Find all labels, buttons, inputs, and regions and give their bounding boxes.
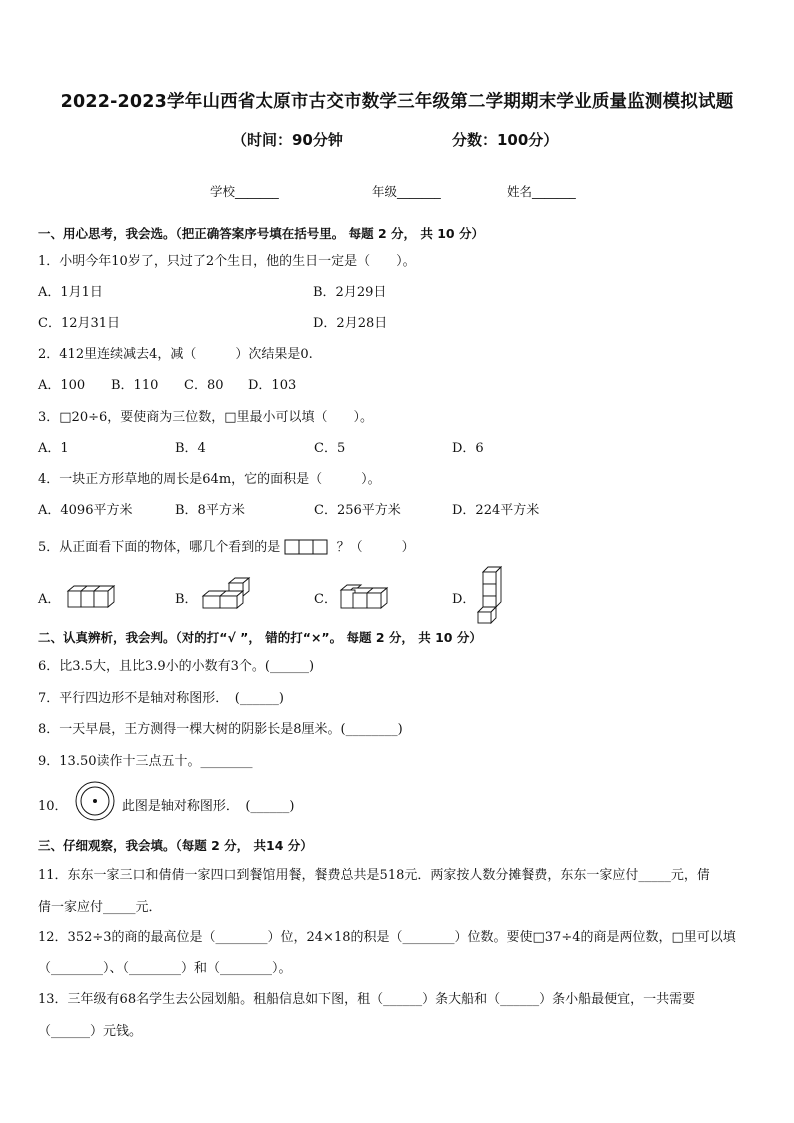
q4-option-b[interactable]: B．8平方米 <box>175 503 245 518</box>
question-13-line-1: 13．三年级有68名学生去公园划船。租船信息如下图，租（______）条大船和（______）条小船最便宜，一共需要 <box>38 992 696 1007</box>
q3-option-b[interactable]: B．4 <box>175 441 206 456</box>
section-2-heading: 二、认真辨析，我会判。（对的打“√ ”， 错的打“×”。 每题 2 分， 共 10 分） <box>38 630 482 645</box>
q2-option-b[interactable]: B．110 <box>111 378 159 393</box>
q2-option-c[interactable]: C．80 <box>184 378 224 393</box>
q1-option-d[interactable]: D．2月28日 <box>313 316 388 331</box>
q3-option-c[interactable]: C．5 <box>314 441 346 456</box>
question-3: 3．□20÷6，要使商为三位数，□里最小可以填（ ）。 <box>38 410 374 425</box>
question-10 <box>38 795 294 814</box>
q5-figure-b <box>201 577 253 613</box>
name-field[interactable]: 姓名_______ <box>507 184 576 199</box>
section-3-heading: 三、仔细观察，我会填。（每题 2 分， 共14 分） <box>38 838 313 853</box>
question-4: 4．一块正方形草地的周长是64m，它的面积是（ ）。 <box>38 472 381 487</box>
q2-option-a[interactable]: A．100 <box>38 378 86 393</box>
q4-option-a[interactable]: A．4096平方米 <box>38 503 133 518</box>
q5-option-c[interactable]: C． <box>314 592 337 607</box>
q2-option-d[interactable]: D．103 <box>248 378 297 393</box>
exam-score: 分数：100分） <box>452 131 559 149</box>
question-13-line-2: （______）元钱。 <box>38 1024 143 1039</box>
question-5 <box>38 536 415 555</box>
q4-option-c[interactable]: C．256平方米 <box>314 503 401 518</box>
grade-field[interactable]: 年级_______ <box>372 184 441 199</box>
q5-option-d[interactable]: D． <box>452 592 476 607</box>
question-8: 8．一天早晨，王方测得一棵大树的阴影长是8厘米。(________) <box>38 722 403 737</box>
q5-option-a[interactable]: A． <box>38 592 61 607</box>
q5-figure-c <box>339 583 391 613</box>
question-12-line-2: （________）、（________）和（________）。 <box>38 961 292 976</box>
q3-option-a[interactable]: A．1 <box>38 441 69 456</box>
q10-text: 此图是轴对称图形． (______) <box>121 799 295 814</box>
q5-text-before: 5．从正面看下面的物体，哪几个看到的是 <box>38 540 281 555</box>
q10-number: 10． <box>38 799 68 814</box>
q3-option-d[interactable]: D．6 <box>452 441 484 456</box>
question-1: 1．小明今年10岁了，只过了2个生日，他的生日一定是（ ）。 <box>38 254 416 269</box>
question-11-line-1: 11．东东一家三口和倩倩一家四口到餐馆用餐，餐费总共是518元．两家按人数分摊餐费，东东一家应付_____元，倩 <box>38 868 710 883</box>
page-title: 2022-2023学年山西省太原市古交市数学三年级第二学期期末学业质量监测模拟试题 <box>60 92 734 112</box>
question-7: 7．平行四边形不是轴对称图形． (______) <box>38 691 284 706</box>
question-12-line-1: 12．352÷3的商的最高位是（________）位，24×18的积是（________）位数。要使□37÷4的商是两位数，□里可以填 <box>38 930 736 945</box>
question-11-line-2: 倩一家应付_____元． <box>38 900 162 915</box>
q1-option-c[interactable]: C．12月31日 <box>38 316 121 331</box>
question-2: 2．412里连续减去4，减（ ）次结果是0. <box>38 347 313 362</box>
section-1-heading: 一、用心思考，我会选。（把正确答案序号填在括号里。 每题 2 分， 共 10 分） <box>38 226 484 241</box>
q1-option-b[interactable]: B．2月29日 <box>313 285 387 300</box>
question-9: 9．13.50读作十三点五十。________ <box>38 754 253 769</box>
school-field[interactable]: 学校_______ <box>210 184 279 199</box>
q5-figure-d <box>476 566 504 624</box>
q5-figure-a <box>64 583 120 613</box>
front-view-figure <box>284 539 332 553</box>
q5-option-b[interactable]: B． <box>175 592 198 607</box>
question-6: 6．比3.5大，且比3.9小的小数有3个。(______) <box>38 659 315 674</box>
concentric-circles-figure <box>72 796 118 810</box>
q1-option-a[interactable]: A．1月1日 <box>38 285 103 300</box>
exam-time: （时间：90分钟 <box>232 131 343 149</box>
q5-text-after: ？（ ） <box>336 540 415 555</box>
q4-option-d[interactable]: D．224平方米 <box>452 503 540 518</box>
